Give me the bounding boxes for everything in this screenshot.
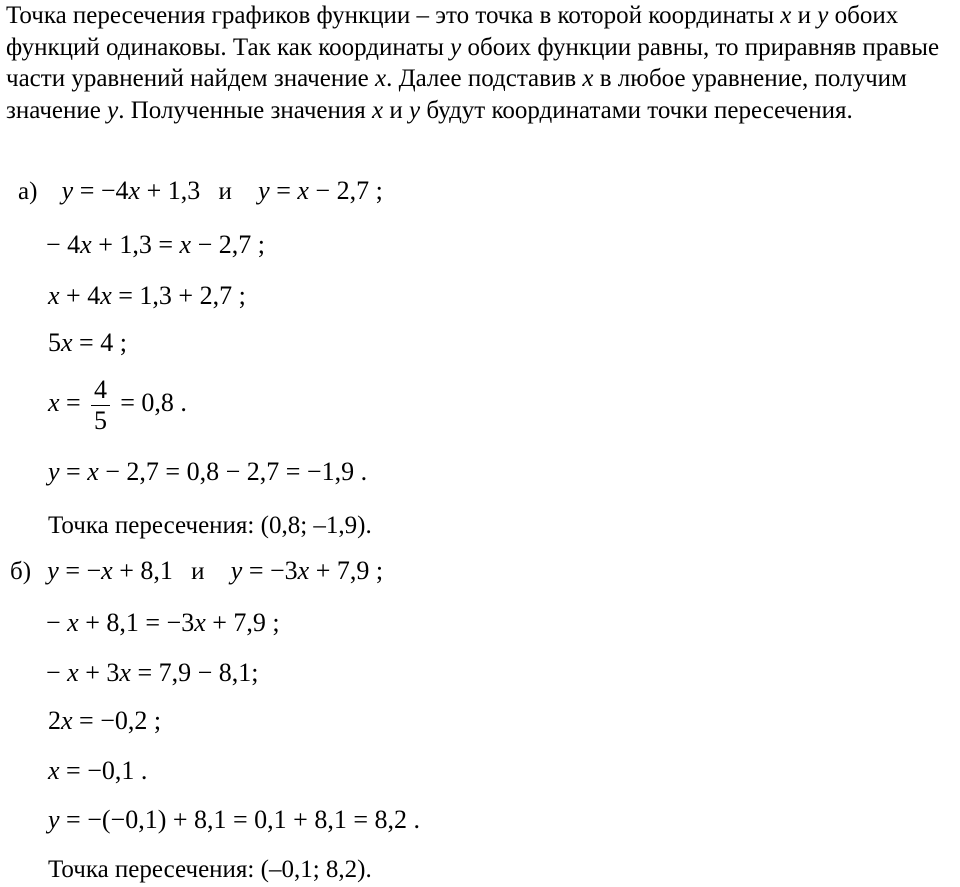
var-x: x (372, 96, 384, 124)
part-a-answer: Точка пересечения: (0,8; –1,9). (48, 512, 372, 539)
part-a-step-5: y = x − 2,7 = 0,8 − 2,7 = −1,9 . (48, 457, 368, 486)
part-b-equation-2-end: ; (369, 556, 384, 585)
intro-text: обоих функций одинаковы. Так как координаты (6, 2, 899, 61)
var-x: x (582, 65, 594, 92)
part-b-answer: Точка пересечения: (–0,1; 8,2). (48, 856, 372, 883)
intro-text: в любое уравнение, получим значение (6, 65, 907, 124)
part-a-step-1: − 4x + 1,3 = x − 2,7 ; (46, 230, 265, 259)
part-b-step-2: − x + 3x = 7,9 − 8,1; (46, 658, 259, 687)
part-a-step-4-rhs: = 0,8 . (120, 388, 187, 418)
intro-text: и (791, 2, 818, 29)
part-a-step-4-lhs: x = (48, 388, 81, 418)
part-b-step-1: − x + 8,1 = −3x + 7,9 ; (46, 608, 280, 637)
intro-text: . Полученные значения (118, 96, 373, 124)
part-b-label: б) (10, 558, 32, 585)
intro-text: . Далее подставив (386, 65, 583, 92)
var-x: x (374, 65, 387, 92)
part-a-equation-2-end: ; (369, 176, 383, 205)
part-b-step-5: y = −(−0,1) + 8,1 = 0,1 + 8,1 = 8,2 . (48, 805, 421, 834)
part-b-conjunction: и (191, 558, 205, 585)
part-b-header (10, 556, 383, 587)
part-a-step-2: x + 4x = 1,3 + 2,7 ; (48, 281, 246, 310)
part-a-conjunction: и (218, 178, 232, 205)
intro-text: и (383, 96, 410, 124)
part-b-step-3: 2x = −0,2 ; (48, 706, 162, 735)
part-a-step-3: 5x = 4 ; (48, 328, 127, 357)
part-b-equation-2: y = −3x + 7,9 (230, 556, 370, 585)
fraction (91, 375, 110, 436)
fraction-denominator: 5 (93, 406, 107, 435)
intro-text: Точка пересечения графиков функции – это точка в которой координаты (6, 2, 781, 29)
var-y: y (450, 33, 462, 61)
intro-paragraph (6, 0, 956, 126)
var-y: y (409, 96, 421, 124)
var-y: y (107, 96, 119, 124)
part-b-equation-1: y = −x + 8,1 (47, 556, 173, 585)
part-b-step-4: x = −0,1 . (48, 756, 148, 785)
fraction-numerator: 4 (91, 375, 110, 406)
intro-text: обоих функции равны, то приравняв правые части уравнений найдем значение (6, 33, 940, 92)
var-y: y (817, 2, 829, 29)
intro-text: будут координатами точки пересечения. (420, 96, 853, 124)
part-a-step-4 (48, 375, 187, 436)
part-a-label: а) (18, 178, 38, 205)
var-x: x (780, 2, 792, 29)
part-a-equation-2: y = x − 2,7 (258, 176, 370, 205)
part-a-equation-1: y = −4x + 1,3 (61, 176, 201, 205)
part-a-header (18, 176, 383, 207)
